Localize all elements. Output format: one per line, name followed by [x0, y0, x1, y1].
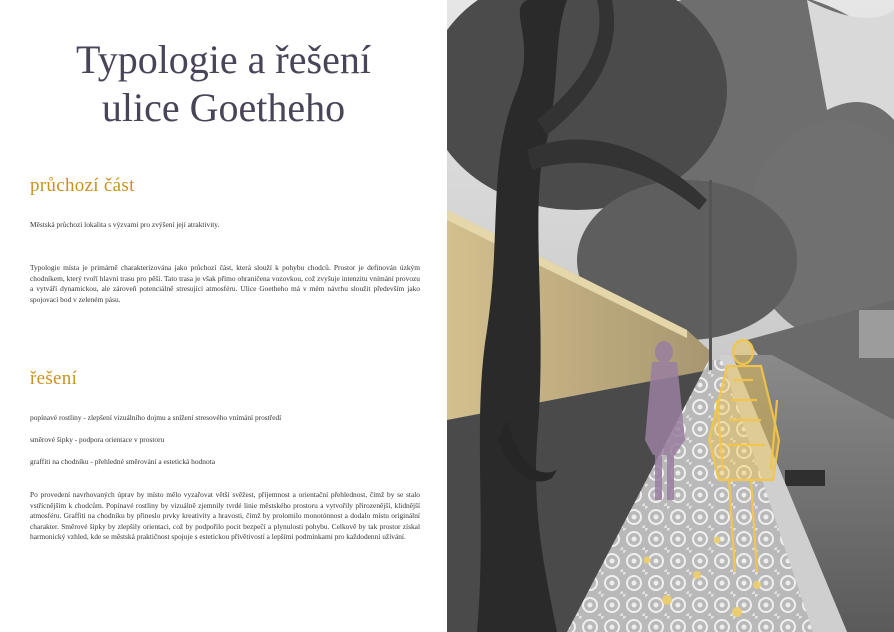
solution-item-graffiti: graffiti na chodníku - přehledné směrování a estetická hodnota — [30, 457, 215, 466]
intro-text: Městská průchozí lokalita s výzvami pro zvýšení její atraktivity. — [30, 220, 220, 229]
street-photo-illustration — [447, 0, 894, 632]
section-heading-pruchozi: průchozí část — [30, 175, 135, 196]
page-title — [0, 36, 447, 132]
outcome-paragraph: Po provedení navrhovaných úprav by místo mělo vyzařovat větší svěžest, příjemnost a orientační přehlednost, čímž by se stalo vstřícnějším k chodcům. Popínavé rostliny by vizuálně zjemnily tvrdé linie městského prostoru a vytvořily přirozenější, klidnější atmosféru. Graffiti na chodníku by přineslo prvky kreativity a hravosti, čímž by prolomilo monotónnost a dodalo místu originální charakter. Směrové šipky by zlepšily orientaci, což by podpořilo pocit bezpečí a plynulosti pohybu. Celkově by tak prostor získal harmonický vzhled, kde se městská praktičnost spojuje s estetickou přívětivostí a lepšími podmínkami pro každodenní užívání. — [30, 490, 420, 542]
solution-item-arrows: směrové šipky - podpora orientace v prostoru — [30, 435, 165, 444]
page-title-line-1: Typologie a řešení — [76, 37, 371, 82]
solution-item-plants: popínavé rostliny - zlepšení vizuálního dojmu a snížení stresového vnímání prostředí — [30, 413, 282, 422]
street-photo — [447, 0, 894, 632]
page-title-line-2: ulice Goetheho — [101, 85, 346, 130]
typology-paragraph: Typologie místa je primárně charakterizována jako průchozí část, která slouží k pohybu chodců. Prostor je definován úzkým chodníkem, který tvoří hlavní trasu pro pěší. Tato trasa je však přímo ohraničena vozovkou, což zvyšuje intenzitu vnímání provozu a vytváří dynamickou, ale zároveň potenciálně stresující atmosféru. Ulice Goetheho má v mém návrhu sloužit především jako spojovací bod v zeleném pásu. — [30, 263, 420, 304]
section-heading-reseni: řešení — [30, 368, 78, 389]
